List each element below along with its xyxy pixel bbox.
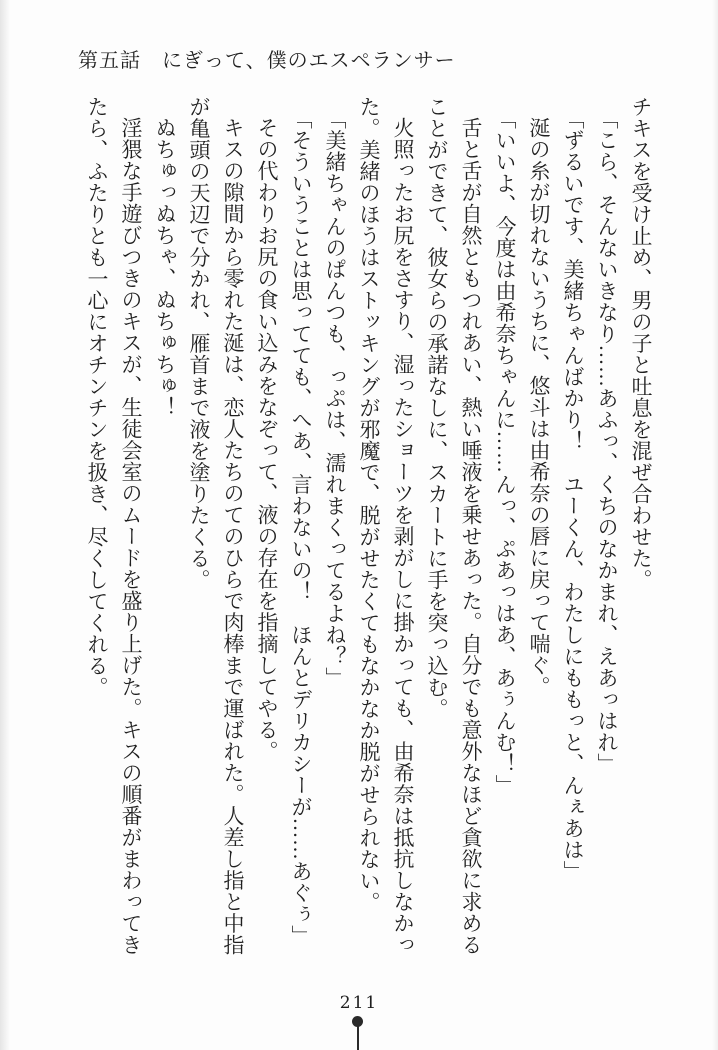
binding-mark	[352, 1016, 364, 1050]
text-line: ことができて、彼女らの承諾なしに、スカートに手を突っ込む。	[425, 96, 449, 720]
text-line: 涎の糸が切れないうちに、悠斗は由希奈の唇に戻って喘ぐ。	[527, 117, 551, 698]
body-text	[80, 96, 658, 970]
text-line: たら、ふたりとも一心にオチンチンを扱き、尽くしてくれる。	[85, 96, 109, 698]
text-line: その代わりお尻の食い込みをなぞって、液の存在を指摘してやる。	[255, 117, 279, 762]
text-line: 「そういうことは思ってても、へあ、言わないの！ ほんとデリカシーが……あぐぅ」	[289, 107, 313, 947]
text-line: 舌と舌が自然ともつれあい、熱い唾液を乗せあった。自分でも意外なほど貪欲に求める	[459, 117, 483, 956]
text-line: 淫猥な手遊びつきのキスが、生徒会室のムードを盛り上げた。キスの順番がまわってき	[119, 117, 143, 956]
text-line: 「ずるいです、美緒ちゃんばかり！ ユーくん、わたしにももっと、んぇあは」	[561, 107, 585, 882]
binding-mark-stem	[357, 1025, 360, 1050]
text-line: が亀頭の天辺で分かれ、雁首まで液を塗りたくる。	[187, 96, 211, 591]
text-line: キスの隙間から零れた涎は、恋人たちのてのひらで肉棒まで運ばれた。人差し指と中指	[221, 117, 245, 956]
text-line: 火照ったお尻をさすり、湿ったショーツを剥がしに掛かっても、由希奈は抵抗しなかっ	[391, 117, 415, 956]
text-line: チキスを受け止め、男の子と吐息を混ぜ合わせた。	[629, 96, 653, 591]
scan-edge-left	[0, 0, 10, 1050]
scan-edge-right	[712, 0, 718, 1050]
text-line: 「いいよ、今度は由希奈ちゃんに……んっ、ぷあっはあ、あぅんむ！」	[493, 107, 517, 796]
text-line: た。美緒のほうはストッキングが邪魔で、脱がせたくてもなかなか脱がせられない。	[357, 96, 381, 913]
text-line: 「こら、そんないきなり……あふっ、くちのなかまれ、えあっはれ」	[595, 107, 619, 775]
text-line: ぬちゅっぬちゃ、ぬちゅちゅ！	[153, 117, 177, 418]
chapter-title: 第五話 にぎって、僕のエスペランサー	[78, 50, 456, 72]
page-number: 211	[339, 993, 379, 1013]
text-line: 「美緒ちゃんのぱんつも、っぷは、濡れまくってるよね？」	[323, 107, 347, 689]
